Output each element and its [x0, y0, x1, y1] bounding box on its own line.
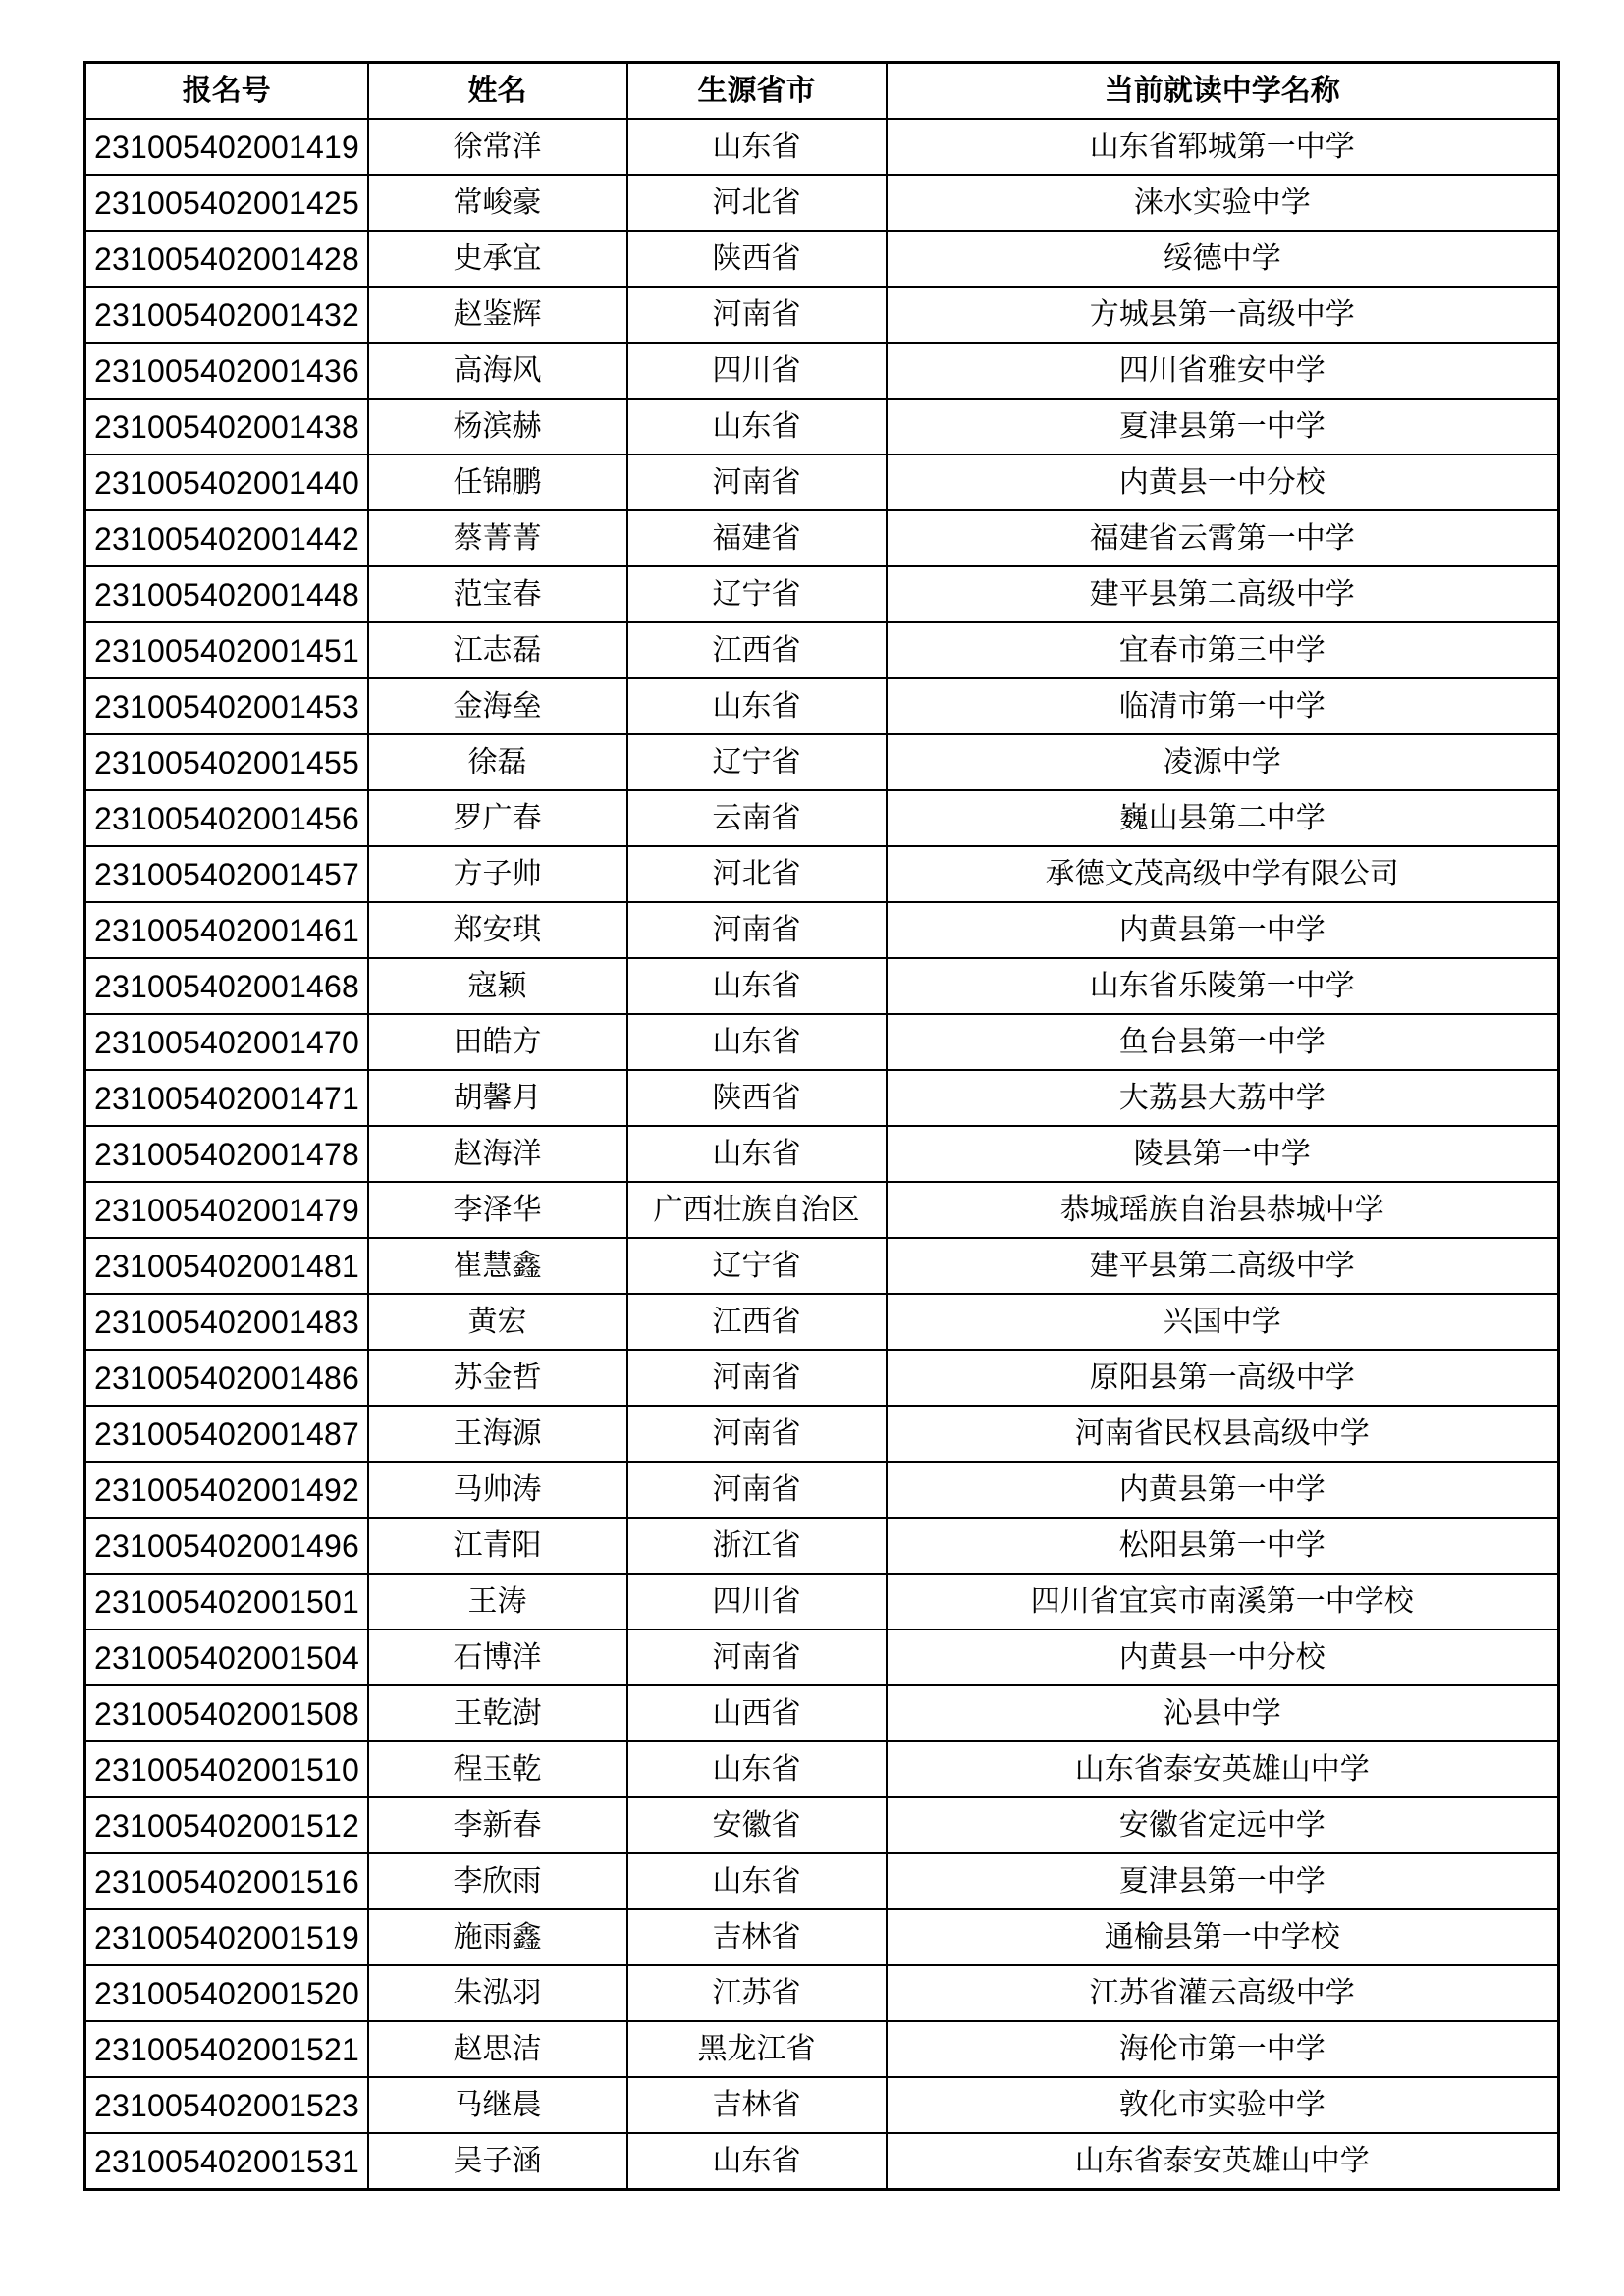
student-name-cell: 罗广春 — [368, 790, 627, 846]
province-cell: 河北省 — [627, 175, 887, 231]
province-cell: 江苏省 — [627, 1965, 887, 2021]
school-name-cell: 松阳县第一中学 — [887, 1518, 1559, 1574]
school-name-cell: 内黄县第一中学 — [887, 1462, 1559, 1518]
student-name-cell: 石博洋 — [368, 1629, 627, 1685]
student-name-cell: 郑安琪 — [368, 902, 627, 958]
table-row — [85, 1070, 1559, 1126]
student-name-cell: 施雨鑫 — [368, 1909, 627, 1965]
table-row — [85, 119, 1559, 175]
registration-number-cell: 231005402001510 — [85, 1741, 368, 1797]
province-cell: 山东省 — [627, 1014, 887, 1070]
province-cell: 四川省 — [627, 1574, 887, 1629]
province-cell: 陕西省 — [627, 1070, 887, 1126]
registration-number-cell: 231005402001453 — [85, 678, 368, 734]
registration-number-cell: 231005402001428 — [85, 231, 368, 287]
table-row — [85, 1574, 1559, 1629]
registration-number-cell: 231005402001456 — [85, 790, 368, 846]
school-name-cell: 原阳县第一高级中学 — [887, 1350, 1559, 1406]
table-row — [85, 1965, 1559, 2021]
province-cell: 黑龙江省 — [627, 2021, 887, 2077]
student-name-cell: 任锦鹏 — [368, 454, 627, 510]
school-name-cell: 山东省郓城第一中学 — [887, 119, 1559, 175]
registration-number-cell: 231005402001512 — [85, 1797, 368, 1853]
registration-number-cell: 231005402001455 — [85, 734, 368, 790]
province-cell: 四川省 — [627, 343, 887, 399]
province-cell: 云南省 — [627, 790, 887, 846]
table-row — [85, 399, 1559, 454]
registration-number-cell: 231005402001508 — [85, 1685, 368, 1741]
student-name-cell: 王海源 — [368, 1406, 627, 1462]
province-cell: 山东省 — [627, 119, 887, 175]
school-name-cell: 巍山县第二中学 — [887, 790, 1559, 846]
registration-number-cell: 231005402001531 — [85, 2133, 368, 2190]
registration-number-cell: 231005402001451 — [85, 622, 368, 678]
registration-number-cell: 231005402001516 — [85, 1853, 368, 1909]
school-name-cell: 山东省乐陵第一中学 — [887, 958, 1559, 1014]
province-cell: 安徽省 — [627, 1797, 887, 1853]
school-name-cell: 敦化市实验中学 — [887, 2077, 1559, 2133]
student-name-cell: 高海风 — [368, 343, 627, 399]
student-name-cell: 范宝春 — [368, 566, 627, 622]
header-province: 生源省市 — [627, 63, 887, 120]
student-name-cell: 徐磊 — [368, 734, 627, 790]
student-name-cell: 蔡菁菁 — [368, 510, 627, 566]
registration-number-cell: 231005402001504 — [85, 1629, 368, 1685]
registration-number-cell: 231005402001440 — [85, 454, 368, 510]
student-name-cell: 方子帅 — [368, 846, 627, 902]
table-row — [85, 510, 1559, 566]
school-name-cell: 夏津县第一中学 — [887, 399, 1559, 454]
province-cell: 陕西省 — [627, 231, 887, 287]
province-cell: 河南省 — [627, 1462, 887, 1518]
table-row — [85, 2133, 1559, 2190]
student-name-cell: 常峻豪 — [368, 175, 627, 231]
student-name-cell: 黄宏 — [368, 1294, 627, 1350]
table-row — [85, 454, 1559, 510]
province-cell: 江西省 — [627, 1294, 887, 1350]
registration-number-cell: 231005402001438 — [85, 399, 368, 454]
table-row — [85, 1518, 1559, 1574]
table-row — [85, 1797, 1559, 1853]
registration-number-cell: 231005402001521 — [85, 2021, 368, 2077]
student-name-cell: 王涛 — [368, 1574, 627, 1629]
table-row — [85, 1294, 1559, 1350]
table-row — [85, 958, 1559, 1014]
registration-number-cell: 231005402001519 — [85, 1909, 368, 1965]
school-name-cell: 承德文茂高级中学有限公司 — [887, 846, 1559, 902]
school-name-cell: 方城县第一高级中学 — [887, 287, 1559, 343]
registration-number-cell: 231005402001479 — [85, 1182, 368, 1238]
table-row — [85, 846, 1559, 902]
registration-number-cell: 231005402001492 — [85, 1462, 368, 1518]
student-name-cell: 李欣雨 — [368, 1853, 627, 1909]
school-name-cell: 建平县第二高级中学 — [887, 566, 1559, 622]
student-name-cell: 徐常洋 — [368, 119, 627, 175]
province-cell: 山东省 — [627, 958, 887, 1014]
student-name-cell: 寇颖 — [368, 958, 627, 1014]
province-cell: 山东省 — [627, 2133, 887, 2190]
registration-number-cell: 231005402001419 — [85, 119, 368, 175]
registration-number-cell: 231005402001461 — [85, 902, 368, 958]
table-row — [85, 678, 1559, 734]
registration-number-cell: 231005402001496 — [85, 1518, 368, 1574]
province-cell: 广西壮族自治区 — [627, 1182, 887, 1238]
school-name-cell: 内黄县第一中学 — [887, 902, 1559, 958]
student-name-cell: 江志磊 — [368, 622, 627, 678]
table-row — [85, 1909, 1559, 1965]
province-cell: 江西省 — [627, 622, 887, 678]
school-name-cell: 山东省泰安英雄山中学 — [887, 1741, 1559, 1797]
province-cell: 山西省 — [627, 1685, 887, 1741]
student-name-cell: 李新春 — [368, 1797, 627, 1853]
table-row — [85, 1126, 1559, 1182]
registration-number-cell: 231005402001457 — [85, 846, 368, 902]
table-row — [85, 1462, 1559, 1518]
registration-number-cell: 231005402001501 — [85, 1574, 368, 1629]
table-body — [85, 119, 1559, 2190]
header-registration-number: 报名号 — [85, 63, 368, 120]
student-name-cell: 田皓方 — [368, 1014, 627, 1070]
student-name-cell: 赵思洁 — [368, 2021, 627, 2077]
header-school: 当前就读中学名称 — [887, 63, 1559, 120]
registration-number-cell: 231005402001470 — [85, 1014, 368, 1070]
province-cell: 河南省 — [627, 1629, 887, 1685]
student-name-cell: 朱泓羽 — [368, 1965, 627, 2021]
registration-number-cell: 231005402001442 — [85, 510, 368, 566]
student-name-cell: 马继晨 — [368, 2077, 627, 2133]
school-name-cell: 建平县第二高级中学 — [887, 1238, 1559, 1294]
table-row — [85, 287, 1559, 343]
school-name-cell: 山东省泰安英雄山中学 — [887, 2133, 1559, 2190]
table-header — [85, 63, 1559, 120]
province-cell: 河南省 — [627, 287, 887, 343]
registration-number-cell: 231005402001487 — [85, 1406, 368, 1462]
table-row — [85, 2077, 1559, 2133]
school-name-cell: 鱼台县第一中学 — [887, 1014, 1559, 1070]
province-cell: 河南省 — [627, 902, 887, 958]
table-row — [85, 902, 1559, 958]
province-cell: 山东省 — [627, 1853, 887, 1909]
registration-number-cell: 231005402001486 — [85, 1350, 368, 1406]
school-name-cell: 临清市第一中学 — [887, 678, 1559, 734]
registration-number-cell: 231005402001520 — [85, 1965, 368, 2021]
province-cell: 山东省 — [627, 1126, 887, 1182]
student-name-cell: 史承宜 — [368, 231, 627, 287]
registration-number-cell: 231005402001436 — [85, 343, 368, 399]
student-name-cell: 程玉乾 — [368, 1741, 627, 1797]
registration-number-cell: 231005402001425 — [85, 175, 368, 231]
table-row — [85, 231, 1559, 287]
table-row — [85, 734, 1559, 790]
student-name-cell: 杨滨赫 — [368, 399, 627, 454]
school-name-cell: 河南省民权县高级中学 — [887, 1406, 1559, 1462]
registration-number-cell: 231005402001471 — [85, 1070, 368, 1126]
province-cell: 辽宁省 — [627, 566, 887, 622]
table-row — [85, 1182, 1559, 1238]
school-name-cell: 内黄县一中分校 — [887, 454, 1559, 510]
table-row — [85, 790, 1559, 846]
school-name-cell: 陵县第一中学 — [887, 1126, 1559, 1182]
table-row — [85, 2021, 1559, 2077]
school-name-cell: 沁县中学 — [887, 1685, 1559, 1741]
table-row — [85, 1014, 1559, 1070]
student-name-cell: 苏金哲 — [368, 1350, 627, 1406]
province-cell: 吉林省 — [627, 1909, 887, 1965]
registration-number-cell: 231005402001448 — [85, 566, 368, 622]
school-name-cell: 安徽省定远中学 — [887, 1797, 1559, 1853]
province-cell: 辽宁省 — [627, 734, 887, 790]
province-cell: 河南省 — [627, 1350, 887, 1406]
province-cell: 河南省 — [627, 454, 887, 510]
province-cell: 山东省 — [627, 678, 887, 734]
school-name-cell: 兴国中学 — [887, 1294, 1559, 1350]
table-row — [85, 1685, 1559, 1741]
student-roster-table — [83, 61, 1560, 2191]
school-name-cell: 内黄县一中分校 — [887, 1629, 1559, 1685]
table-row — [85, 1741, 1559, 1797]
table-row — [85, 1853, 1559, 1909]
school-name-cell: 四川省雅安中学 — [887, 343, 1559, 399]
student-name-cell: 马帅涛 — [368, 1462, 627, 1518]
table-row — [85, 1629, 1559, 1685]
student-name-cell: 崔慧鑫 — [368, 1238, 627, 1294]
table-row — [85, 566, 1559, 622]
province-cell: 吉林省 — [627, 2077, 887, 2133]
registration-number-cell: 231005402001468 — [85, 958, 368, 1014]
table-row — [85, 1238, 1559, 1294]
school-name-cell: 通榆县第一中学校 — [887, 1909, 1559, 1965]
registration-number-cell: 231005402001483 — [85, 1294, 368, 1350]
registration-number-cell: 231005402001481 — [85, 1238, 368, 1294]
school-name-cell: 涞水实验中学 — [887, 175, 1559, 231]
table-row — [85, 343, 1559, 399]
registration-number-cell: 231005402001523 — [85, 2077, 368, 2133]
student-name-cell: 胡馨月 — [368, 1070, 627, 1126]
school-name-cell: 四川省宜宾市南溪第一中学校 — [887, 1574, 1559, 1629]
student-name-cell: 王乾澍 — [368, 1685, 627, 1741]
school-name-cell: 恭城瑶族自治县恭城中学 — [887, 1182, 1559, 1238]
school-name-cell: 江苏省灌云高级中学 — [887, 1965, 1559, 2021]
school-name-cell: 大荔县大荔中学 — [887, 1070, 1559, 1126]
school-name-cell: 福建省云霄第一中学 — [887, 510, 1559, 566]
province-cell: 河北省 — [627, 846, 887, 902]
registration-number-cell: 231005402001432 — [85, 287, 368, 343]
header-name: 姓名 — [368, 63, 627, 120]
province-cell: 河南省 — [627, 1406, 887, 1462]
student-name-cell: 江青阳 — [368, 1518, 627, 1574]
school-name-cell: 宜春市第三中学 — [887, 622, 1559, 678]
province-cell: 辽宁省 — [627, 1238, 887, 1294]
student-name-cell: 吴子涵 — [368, 2133, 627, 2190]
school-name-cell: 海伦市第一中学 — [887, 2021, 1559, 2077]
table-row — [85, 622, 1559, 678]
province-cell: 山东省 — [627, 1741, 887, 1797]
province-cell: 山东省 — [627, 399, 887, 454]
registration-number-cell: 231005402001478 — [85, 1126, 368, 1182]
student-name-cell: 赵鉴辉 — [368, 287, 627, 343]
header-row — [85, 63, 1559, 120]
student-name-cell: 赵海洋 — [368, 1126, 627, 1182]
table-row — [85, 175, 1559, 231]
table-row — [85, 1350, 1559, 1406]
province-cell: 浙江省 — [627, 1518, 887, 1574]
school-name-cell: 凌源中学 — [887, 734, 1559, 790]
student-name-cell: 李泽华 — [368, 1182, 627, 1238]
school-name-cell: 夏津县第一中学 — [887, 1853, 1559, 1909]
province-cell: 福建省 — [627, 510, 887, 566]
school-name-cell: 绥德中学 — [887, 231, 1559, 287]
student-name-cell: 金海垒 — [368, 678, 627, 734]
table-row — [85, 1406, 1559, 1462]
